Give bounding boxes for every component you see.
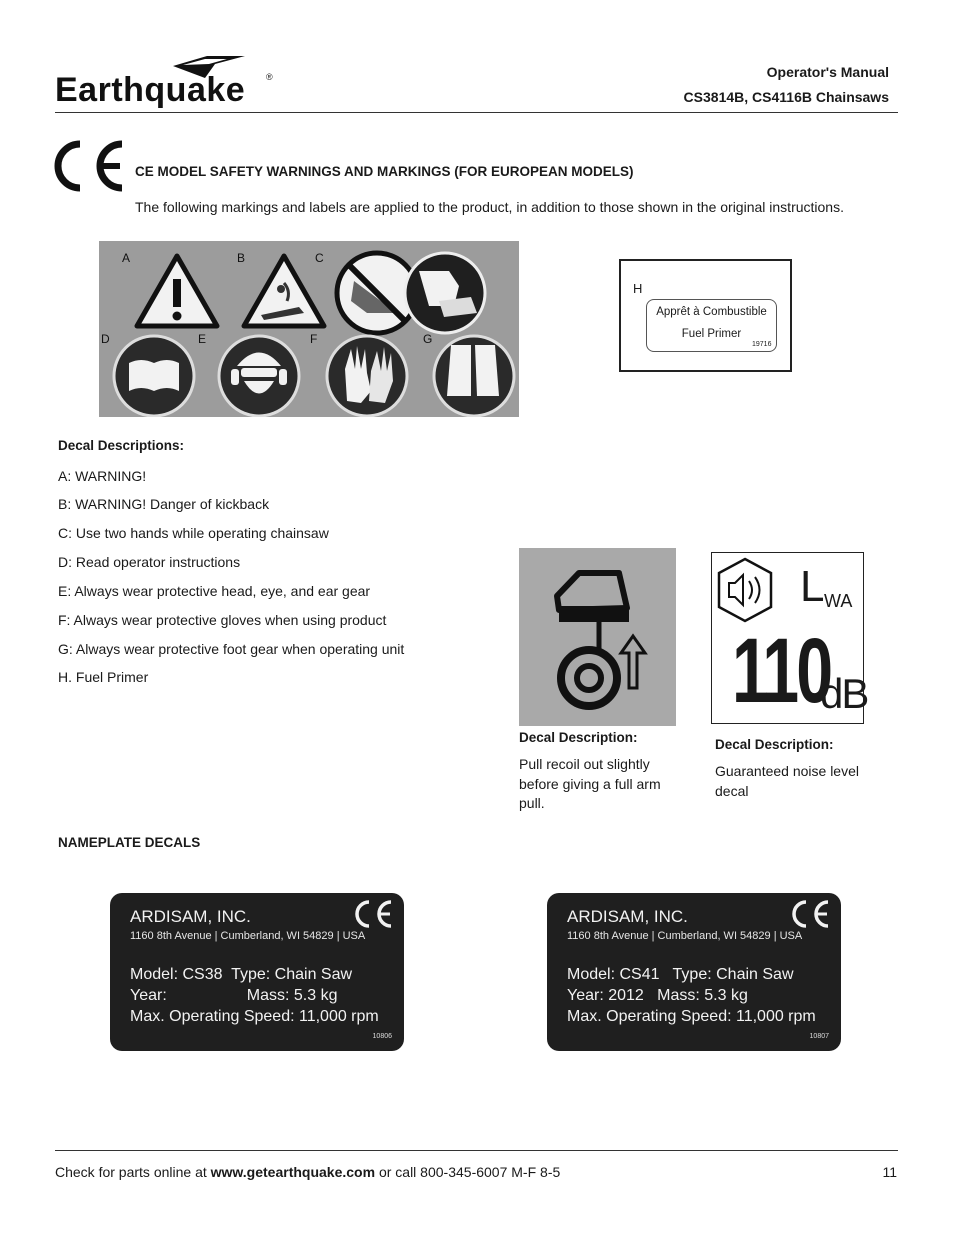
ce-mark-icon (791, 899, 831, 929)
nameplate-cs41 (547, 893, 841, 1051)
decal-letter-h: H (633, 281, 643, 296)
footer-pre: Check for parts online at (55, 1164, 211, 1180)
fuel-primer-code: 19716 (752, 341, 772, 348)
decal-description-b: B: WARNING! Danger of kickback (58, 496, 270, 512)
protective-gloves-icon (327, 336, 407, 416)
page-number: 11 (882, 1164, 897, 1180)
speaker-hexagon-icon (715, 555, 775, 627)
nameplate-speed-line: Max. Operating Speed: 11,000 rpm (130, 1008, 379, 1025)
nameplate-code: 10806 (372, 1033, 392, 1040)
pull-recoil-decal (519, 548, 676, 726)
ce-section-intro: The following markings and labels are applied to the product, in addition to those shown in the original instructions. (135, 199, 844, 215)
footer-post: or call 800-345-6007 M-F 8-5 (375, 1164, 561, 1180)
nameplate-code: 10807 (809, 1033, 829, 1040)
fuel-primer-french: Apprêt à Combustible (656, 306, 767, 318)
fuel-primer-english: Fuel Primer (681, 328, 742, 340)
recoil-decal-heading: Decal Description: (519, 730, 638, 745)
nameplate-year-line: Year: 2012 Mass: 5.3 kg (567, 987, 748, 1004)
noise-decal-heading: Decal Description: (715, 737, 834, 752)
protective-boots-icon (434, 336, 514, 416)
read-manual-icon (114, 336, 194, 416)
noise-level-decal (711, 552, 868, 724)
nameplate-company: ARDISAM, INC. (567, 907, 688, 926)
nameplate-cs38 (110, 893, 404, 1051)
ce-section-title: CE MODEL SAFETY WARNINGS AND MARKINGS (FOR EUROPEAN MODELS) (135, 164, 634, 179)
ce-mark-icon (54, 140, 126, 192)
decal-descriptions-title: Decal Descriptions: (58, 438, 185, 453)
manual-title: Operator's Manual (766, 64, 889, 80)
noise-decal-text: Guaranteed noise level decal (715, 763, 859, 799)
nameplate-company: ARDISAM, INC. (130, 907, 251, 926)
noise-symbol-l: L (800, 562, 825, 611)
decal-description-h: H. Fuel Primer (58, 669, 149, 685)
noise-symbol-sub: WA (824, 591, 853, 611)
decal-letter-g: G (423, 332, 433, 346)
protective-headgear-icon (219, 336, 299, 416)
decal-description-d: D: Read operator instructions (58, 554, 241, 570)
decal-description-g: G: Always wear protective foot gear when operating unit (58, 641, 405, 657)
decal-letter-a: A (122, 251, 131, 265)
noise-value: 110 (732, 620, 831, 722)
nameplate-year-line: Year: Mass: 5.3 kg (130, 987, 338, 1004)
header-rule (55, 112, 898, 113)
pull-recoil-icon (519, 548, 676, 726)
decal-description-c: C: Use two hands while operating chainsaw (58, 525, 329, 541)
decal-letter-c: C (315, 251, 324, 265)
registered-mark: ® (266, 72, 273, 82)
recoil-decal-text: Pull recoil out slightly before giving a full arm pull. (519, 756, 661, 811)
nameplate-model-line: Model: CS38 Type: Chain Saw (130, 966, 353, 983)
nameplate-model-line: Model: CS41 Type: Chain Saw (567, 966, 794, 983)
nameplate-decals-title: NAMEPLATE DECALS (58, 835, 201, 850)
footer-url[interactable]: www.getearthquake.com (210, 1164, 376, 1180)
noise-unit: dB (820, 670, 868, 717)
nameplate-address: 1160 8th Avenue | Cumberland, WI 54829 | USA (567, 930, 803, 942)
safety-decal-panel (99, 241, 519, 417)
decal-letter-e: E (198, 332, 207, 346)
brand-wordmark: Earthquake (55, 71, 246, 109)
footer-rule (55, 1150, 898, 1151)
decal-description-a: A: WARNING! (58, 468, 147, 484)
footer-text (55, 1164, 560, 1180)
two-hands-icon (405, 253, 485, 333)
nameplate-address: 1160 8th Avenue | Cumberland, WI 54829 | USA (130, 930, 366, 942)
decal-letter-d: D (101, 332, 110, 346)
decal-description-e: E: Always wear protective head, eye, and ear gear (58, 583, 371, 599)
ce-mark-icon (354, 899, 394, 929)
decal-letter-f: F (310, 332, 318, 346)
warning-triangle-icon (137, 256, 217, 326)
decal-description-f: F: Always wear protective gloves when using product (58, 612, 387, 628)
nameplate-speed-line: Max. Operating Speed: 11,000 rpm (567, 1008, 816, 1025)
decal-letter-b: B (237, 251, 246, 265)
kickback-warning-icon (244, 256, 324, 326)
model-line: CS3814B, CS4116B Chainsaws (683, 89, 889, 105)
